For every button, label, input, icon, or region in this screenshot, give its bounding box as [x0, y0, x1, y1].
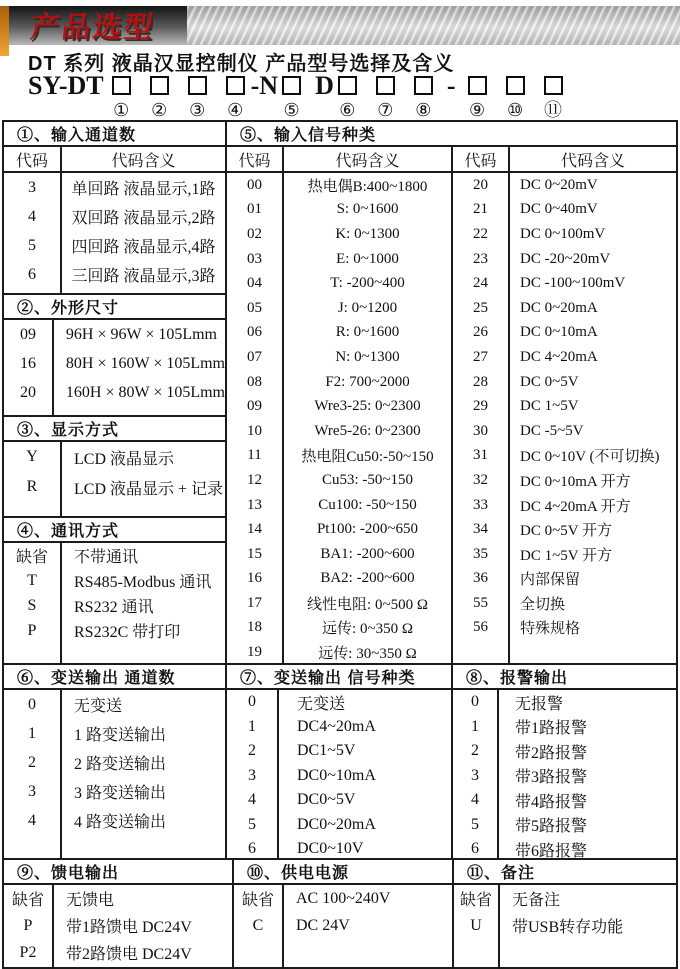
page-title: DT 系列 液晶汉显控制仪 产品型号选择及含义 [28, 53, 455, 75]
code-cell: 27 [473, 348, 488, 365]
meaning-cell: 线性电阻: 0~500 Ω [307, 596, 428, 613]
code-column [4, 690, 62, 858]
position-number-6: ⑥ [339, 100, 356, 120]
meaning-cell: DC 0~20mV [520, 176, 598, 193]
code-cell: 20 [19, 383, 36, 401]
code-cell: 1 [248, 717, 256, 735]
code-cell: 5 [28, 236, 36, 254]
code-cell: 缺省 [241, 892, 274, 909]
meaning-cell: Cu100: -50~150 [318, 496, 417, 513]
model-slot-2 [150, 76, 169, 119]
meaning-cell: N: 0~1300 [335, 348, 400, 365]
meaning-cell: DC 1~5V [520, 398, 579, 415]
col-header-code: 代码 [453, 147, 510, 171]
meaning-column [54, 885, 232, 967]
meaning-cell: Wre5-26: 0~2300 [314, 422, 421, 439]
code-cell: 3 [248, 766, 256, 784]
code-cell: 3 [28, 178, 36, 196]
meaning-cell: Pt100: -200~650 [316, 521, 419, 538]
code-cell: U [470, 916, 482, 934]
meaning-cell: DC 4~20mA [520, 348, 598, 365]
position-number-8: ⑧ [415, 100, 432, 120]
code-cell: 06 [247, 324, 262, 341]
section-power-supply [232, 858, 454, 969]
code-cell: 09 [19, 325, 36, 343]
section-input-channels [2, 120, 227, 295]
position-number-4: ④ [227, 100, 244, 120]
meaning-cell: 无变送 [74, 698, 123, 715]
meaning-cell: 无馈电 [66, 892, 115, 909]
meaning-cell: 四回路 液晶显示,4路 [71, 239, 216, 256]
meaning-column-a [284, 173, 453, 663]
code-cell: 6 [28, 265, 36, 283]
meaning-column [62, 173, 225, 293]
col-header-meaning: 代码含义 [111, 152, 176, 170]
code-column [4, 543, 62, 663]
code-cell: 32 [473, 471, 488, 488]
col-header-code: 代码 [4, 147, 62, 171]
meaning-cell: 远传: 30~350 Ω [318, 646, 417, 663]
position-number-11: ⑪ [544, 100, 563, 120]
code-cell: 5 [471, 815, 479, 833]
section-header: ⑧、报警输出 [453, 665, 676, 690]
code-cell: 05 [247, 299, 262, 316]
code-column [454, 885, 500, 967]
meaning-cell: RS232 通讯 [74, 599, 154, 616]
code-column-a [227, 173, 284, 663]
col-header-meaning: 代码含义 [560, 152, 625, 170]
model-slot-4 [226, 76, 245, 119]
meaning-cell: DC 4~20mA 开方 [520, 498, 631, 515]
meaning-cell: 3 路变送输出 [74, 785, 167, 802]
position-number-5: ⑤ [283, 100, 300, 120]
code-cell: 2 [471, 742, 479, 760]
meaning-cell: 内部保留 [520, 572, 581, 589]
model-mid1: -N [250, 71, 279, 100]
section-header: ⑥、变送输出 通道数 [4, 665, 225, 690]
meaning-cell: 无报警 [515, 695, 564, 713]
code-cell: T [27, 571, 37, 589]
col-header-meaning: 代码含义 [284, 147, 453, 171]
model-slot-6 [338, 76, 357, 119]
meaning-cell: DC1~5V [297, 742, 356, 760]
section-display-mode [2, 415, 227, 518]
meaning-cell: 三回路 液晶显示,3路 [71, 268, 216, 285]
code-cell: 0 [248, 693, 256, 711]
code-cell: 08 [247, 373, 262, 390]
meaning-cell: AC 100~240V [296, 889, 391, 907]
code-cell: 5 [248, 815, 256, 833]
code-cell: 缺省 [11, 892, 44, 909]
code-cell: 25 [473, 299, 488, 316]
meaning-cell: DC0~10V [297, 840, 364, 858]
meaning-cell: DC -20~20mV [520, 250, 611, 267]
code-cell: 1 [471, 717, 479, 735]
meaning-cell: 远传: 0~350 Ω [322, 621, 413, 638]
meaning-cell: F2: 700~2000 [325, 373, 410, 390]
col-header-code: 代码 [227, 147, 284, 171]
code-cell: 36 [473, 570, 488, 587]
meaning-cell: DC 0~10V (不可切换) [520, 449, 660, 466]
model-prefix: SY-DT [28, 71, 104, 100]
position-number-10: ⑩ [506, 100, 524, 120]
meaning-cell: Wre3-25: 0~2300 [314, 398, 421, 415]
meaning-cell: 带1路报警 [515, 720, 588, 738]
position-number-7: ⑦ [377, 100, 394, 120]
meaning-cell: 热电阻Cu50:-50~150 [301, 449, 434, 466]
code-cell: 0 [28, 695, 36, 713]
meaning-cell: 热电偶B:400~1800 [307, 178, 428, 195]
position-number-2: ② [151, 100, 168, 120]
section-header: ⑦、变送输出 信号种类 [227, 665, 451, 690]
column-header-row [4, 147, 225, 173]
section-transmit-output-signal-types [225, 663, 453, 860]
meaning-cell: R: 0~1600 [335, 324, 400, 341]
model-box-6 [338, 76, 357, 95]
section-header: ③、显示方式 [4, 417, 225, 442]
model-box-9 [468, 76, 487, 95]
code-cell: Y [26, 448, 38, 465]
meaning-cell: DC 0~10mA 开方 [520, 473, 631, 490]
code-cell: 11 [247, 447, 262, 464]
code-cell: 缺省 [15, 549, 48, 566]
code-cell: 02 [247, 225, 262, 242]
code-column [4, 442, 62, 516]
model-slot-5 [282, 76, 301, 119]
section-power-feed-output [2, 858, 234, 969]
model-box-2 [150, 76, 169, 95]
code-cell: 6 [248, 840, 256, 858]
banner-strip [9, 6, 680, 45]
code-cell: 3 [28, 782, 36, 800]
meaning-cell: RS232C 带打印 [74, 624, 181, 641]
meaning-cell: BA2: -200~600 [320, 570, 415, 587]
section-header: ①、输入通道数 [4, 122, 225, 147]
code-column-b [453, 173, 510, 663]
code-cell: 16 [247, 570, 262, 587]
section-header: ④、通讯方式 [4, 518, 225, 543]
meaning-cell: 带6路报警 [515, 842, 588, 860]
code-cell: 17 [247, 594, 262, 611]
meaning-cell: 双回路 液晶显示,2路 [71, 210, 216, 227]
model-slot-7 [376, 76, 395, 119]
meaning-cell: 1 路变送输出 [74, 727, 167, 744]
section-transmit-output-channels [2, 663, 227, 860]
model-slot-9 [468, 76, 487, 119]
section-communication [2, 516, 227, 665]
code-cell: 26 [473, 324, 488, 341]
meaning-cell: K: 0~1300 [335, 225, 400, 242]
meaning-cell: 96H × 96W × 105Lmm [65, 325, 217, 343]
code-cell: 03 [247, 250, 262, 267]
model-slot-11 [544, 76, 563, 119]
code-column [4, 885, 54, 967]
section-header: ②、外形尺寸 [4, 295, 225, 320]
meaning-cell: E: 0~1000 [336, 250, 399, 267]
meaning-cell: BA1: -200~600 [320, 545, 415, 562]
model-box-3 [188, 76, 207, 95]
model-box-5 [282, 76, 301, 95]
meaning-cell: DC0~10mA [297, 766, 376, 784]
meaning-cell: 带1路馈电 DC24V [66, 919, 192, 936]
model-mid2: D [315, 71, 334, 100]
model-box-4 [226, 76, 245, 95]
code-cell: 30 [473, 422, 488, 439]
code-column [453, 690, 499, 858]
meaning-cell: S: 0~1600 [336, 201, 399, 218]
code-cell: 07 [247, 348, 262, 365]
meaning-cell: 带USB转存功能 [512, 919, 624, 936]
code-cell: R [26, 478, 38, 495]
code-column [227, 690, 279, 858]
section-header: ⑨、馈电输出 [4, 860, 232, 885]
code-cell: 31 [473, 447, 488, 464]
model-box-1 [112, 76, 131, 95]
code-cell: 4 [28, 207, 36, 225]
code-cell: 28 [473, 373, 488, 390]
meaning-column [284, 885, 452, 967]
section-alarm-output [451, 663, 678, 860]
code-cell: 23 [473, 250, 488, 267]
meaning-cell: DC 1~5V 开方 [520, 547, 613, 564]
meaning-cell: 带5路报警 [515, 818, 588, 836]
section-header: ⑩、供电电源 [234, 860, 452, 885]
code-cell: P [27, 621, 37, 639]
section-remarks [452, 858, 678, 969]
position-number-9: ⑨ [468, 100, 486, 120]
meaning-cell: DC 0~5V 开方 [520, 523, 613, 540]
code-cell: 4 [248, 791, 256, 809]
meaning-cell: 2 路变送输出 [74, 756, 167, 773]
meaning-cell: 无备注 [512, 892, 561, 909]
meaning-cell: DC0~5V [297, 791, 356, 809]
code-cell: 18 [247, 619, 262, 636]
code-cell: 19 [247, 644, 262, 661]
code-cell: 29 [473, 398, 488, 415]
meaning-column-b [510, 173, 676, 663]
meaning-cell: LCD 液晶显示 + 记录 [74, 480, 224, 498]
code-cell: 34 [473, 521, 488, 538]
meaning-cell: 全切换 [520, 596, 566, 613]
meaning-cell: DC0~20mA [297, 815, 376, 833]
meaning-column [62, 543, 225, 663]
code-cell: P [23, 916, 33, 934]
meaning-cell: DC 0~100mV [520, 225, 606, 242]
section-dimensions [2, 293, 227, 417]
code-cell: P2 [19, 943, 37, 961]
code-cell: 4 [471, 791, 479, 809]
model-designation [28, 71, 563, 120]
meaning-cell: RS485-Modbus 通讯 [74, 574, 212, 591]
meaning-column [500, 885, 676, 967]
code-cell: 55 [473, 594, 488, 611]
model-box-8 [414, 76, 433, 95]
code-cell: 4 [28, 811, 36, 829]
code-cell: 20 [473, 176, 488, 193]
code-cell: 04 [247, 275, 262, 292]
section-header: ⑤、输入信号种类 [227, 122, 676, 147]
code-cell: 22 [473, 225, 488, 242]
code-cell: 00 [247, 176, 262, 193]
model-dash: - [446, 71, 456, 100]
meaning-cell: DC 0~10mA [520, 324, 598, 341]
code-cell: 1 [28, 724, 36, 742]
section-header: ⑪、备注 [454, 860, 676, 885]
code-column [4, 320, 54, 415]
model-slot-8 [414, 76, 433, 119]
position-number-1: ① [113, 100, 130, 120]
meaning-cell: DC 0~20mA [520, 299, 598, 316]
meaning-cell: J: 0~1200 [337, 299, 398, 316]
section-input-signal-types [225, 120, 678, 665]
code-cell: 35 [473, 545, 488, 562]
code-cell: 15 [247, 545, 262, 562]
code-cell: S [27, 596, 37, 614]
code-cell: 2 [28, 753, 36, 771]
code-cell: 12 [247, 471, 262, 488]
code-cell: 01 [247, 201, 262, 218]
code-cell: 16 [19, 354, 36, 372]
code-cell: 21 [473, 201, 488, 218]
model-box-11 [544, 76, 563, 95]
code-cell: 2 [248, 742, 256, 760]
meaning-cell: 无变送 [297, 695, 346, 713]
meaning-cell: 4 路变送输出 [74, 814, 167, 831]
column-header-row [227, 147, 676, 173]
meaning-cell: 带2路报警 [515, 744, 588, 762]
model-slot-10 [506, 76, 525, 119]
code-cell: 33 [473, 496, 488, 513]
meaning-cell: 带3路报警 [515, 769, 588, 787]
meaning-cell: 160H × 80W × 105Lmm [65, 383, 225, 401]
code-cell: 13 [247, 496, 262, 513]
code-cell: 缺省 [459, 892, 492, 909]
meaning-cell: DC 0~40mV [520, 201, 598, 218]
meaning-cell: DC -5~5V [520, 422, 584, 439]
meaning-cell: 带2路馈电 DC24V [66, 946, 192, 963]
meaning-cell: LCD 液晶显示 [74, 450, 175, 468]
model-box-10 [506, 76, 525, 95]
meaning-cell: Cu53: -50~150 [321, 471, 414, 488]
meaning-cell: 不带通讯 [74, 549, 139, 566]
banner-title: 产品选型 [29, 12, 157, 44]
code-column [234, 885, 284, 967]
meaning-cell: 带4路报警 [515, 793, 588, 811]
code-column [4, 173, 62, 293]
meaning-column [499, 690, 676, 858]
banner-title-block [9, 6, 187, 45]
meaning-cell: DC 0~5V [520, 373, 579, 390]
code-cell: 10 [247, 422, 262, 439]
meaning-cell: T: -200~400 [330, 275, 405, 292]
meaning-cell: 80H × 160W × 105Lmm [65, 354, 225, 372]
meaning-column [62, 690, 225, 858]
meaning-cell: 单回路 液晶显示,1路 [71, 181, 216, 198]
meaning-cell: DC 24V [296, 916, 350, 934]
code-cell: 0 [471, 693, 479, 711]
meaning-column [62, 442, 225, 516]
meaning-cell: 特殊规格 [520, 621, 581, 638]
meaning-cell: DC4~20mA [297, 717, 376, 735]
banner-accent-bar [0, 6, 9, 56]
code-cell: C [252, 916, 264, 934]
code-cell: 14 [247, 521, 262, 538]
model-slot-3 [188, 76, 207, 119]
code-cell: 56 [473, 619, 488, 636]
model-slot-1 [112, 76, 131, 119]
meaning-column [279, 690, 451, 858]
code-cell: 09 [247, 398, 262, 415]
meaning-cell: DC -100~100mV [520, 275, 626, 292]
code-cell: 6 [471, 840, 479, 858]
code-cell: 3 [471, 766, 479, 784]
code-cell: 24 [473, 275, 488, 292]
meaning-column [54, 320, 225, 415]
model-box-7 [376, 76, 395, 95]
position-number-3: ③ [189, 100, 206, 120]
